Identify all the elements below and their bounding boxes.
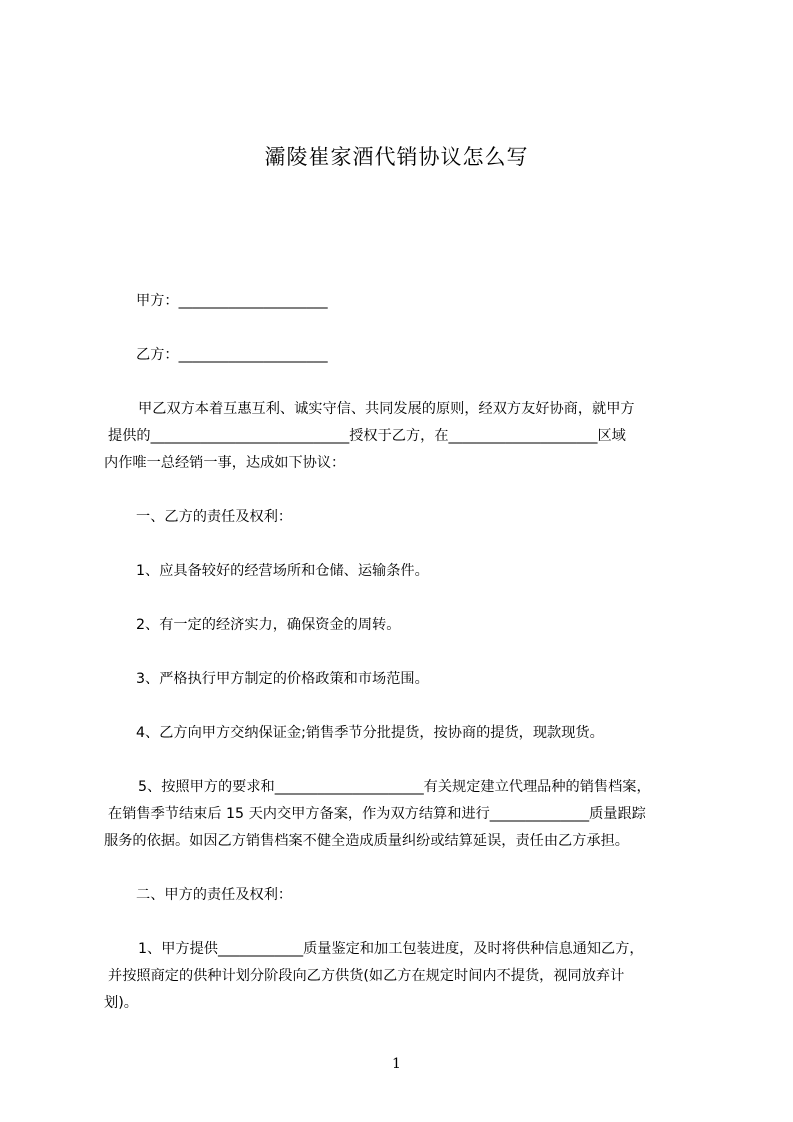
section-a-item-1-line-2: 并按照商定的供种计划分阶段向乙方供货(如乙方在规定时间内不提货，视同放弃计: [108, 968, 625, 984]
section-b-item-2: 2、有一定的经济实力，确保资金的周转。: [136, 617, 401, 633]
section-a-heading: 二、甲方的责任及权利：: [136, 887, 293, 903]
section-b-item-5-line-1: 5、按照甲方的要求和_____________________有关规定建立代理品种的销售档案，: [138, 779, 651, 795]
intro-line-2: 提供的____________________________授权于乙方，在_____________________区域: [108, 428, 626, 444]
section-b-item-3: 3、严格执行甲方制定的价格政策和市场范围。: [136, 671, 429, 687]
section-a-item-1-line-1: 1、甲方提供____________质量鉴定和加工包装进度，及时将供种信息通知乙方，: [138, 941, 644, 957]
page-number: 1: [392, 1056, 401, 1072]
section-b-item-4: 4、乙方向甲方交纳保证金;销售季节分批提货，按协商的提货，现款现货。: [136, 725, 604, 741]
intro-line-3: 内作唯一总经销一事，达成如下协议：: [104, 455, 346, 471]
party-a-line: 甲方：_____________________: [136, 293, 328, 309]
section-a-item-1-line-3: 划)。: [104, 995, 138, 1011]
document-title: 灞陵崔家酒代销协议怎么写: [264, 145, 529, 169]
section-b-item-5-line-3: 服务的依据。如因乙方销售档案不健全造成质量纠纷或结算延误，责任由乙方承担。: [104, 833, 629, 849]
party-b-line: 乙方：_____________________: [136, 347, 328, 363]
section-b-item-1: 1、应具备较好的经营场所和仓储、运输条件。: [136, 563, 429, 579]
section-b-heading: 一、乙方的责任及权利：: [136, 509, 293, 525]
section-b-item-5-line-2: 在销售季节结束后 15 天内交甲方备案，作为双方结算和进行______________质量跟踪: [108, 806, 646, 822]
intro-line-1: 甲乙双方本着互惠互利、诚实守信、共同发展的原则，经双方友好协商，就甲方: [138, 401, 635, 417]
